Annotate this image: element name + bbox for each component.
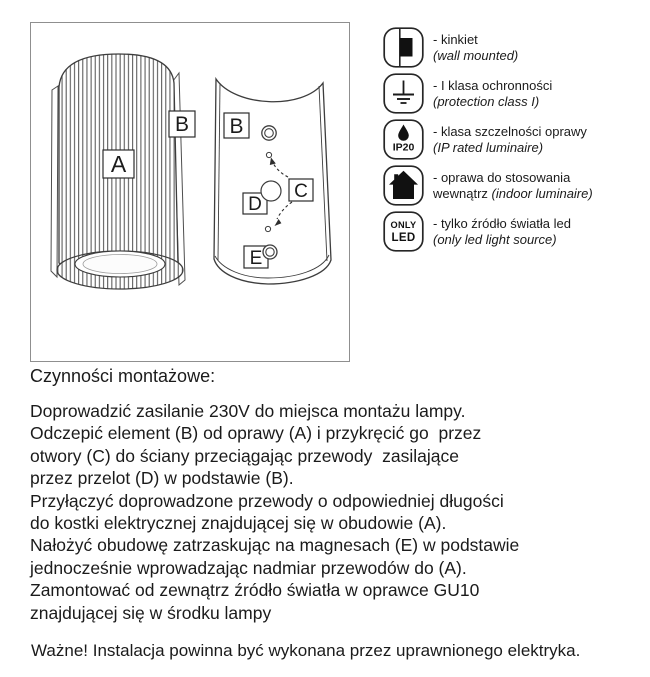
screw-hole-top-inner	[265, 129, 274, 138]
instruction-line: do kostki elektrycznej znajdującej się w obudowie (A).	[30, 513, 447, 534]
wall-mounted-icon	[383, 27, 424, 68]
legend-label-pl: - klasa szczelności oprawy	[433, 123, 587, 139]
legend	[383, 27, 638, 257]
label-c	[289, 179, 313, 202]
ip20-icon	[383, 119, 424, 160]
label-b-housing	[169, 111, 195, 137]
protection-class-icon	[383, 73, 424, 114]
legend-label-en: (wall mounted)	[433, 47, 519, 63]
label-b-base	[224, 113, 249, 138]
lamp-housing-drawing	[51, 54, 195, 289]
legend-item-indoor	[383, 165, 638, 206]
svg-text:B: B	[174, 113, 190, 136]
svg-text:D: D	[248, 194, 262, 215]
legend-label-pl: - oprawa do stosowania	[433, 169, 571, 185]
diagram-frame	[30, 22, 350, 362]
legend-label-en: (only led light source)	[433, 231, 557, 247]
legend-item-protection-class	[383, 73, 638, 114]
legend-item-led-only	[383, 211, 638, 252]
instruction-line: Zamontować od zewnątrz źródło światła w oprawce GU10	[30, 580, 480, 601]
instructions-paragraph	[30, 400, 640, 624]
svg-text:LED: LED	[391, 232, 416, 244]
mounting-base-drawing	[214, 79, 331, 284]
instruction-line: Odczepić element (B) od oprawy (A) i przykręcić go przez	[30, 423, 482, 444]
assembly-instructions	[30, 366, 640, 624]
legend-item-wall-mounted	[383, 27, 638, 68]
svg-text:IP20: IP20	[392, 141, 415, 154]
instruction-line: przez przelot (D) w podstawie (B).	[30, 468, 294, 489]
housing-opening-inner	[83, 255, 157, 274]
instruction-line: jednocześnie wprowadzając nadmiar przewodów do (A).	[30, 557, 467, 578]
lamp-assembly-diagram	[31, 23, 349, 361]
instruction-line: otwory (C) do ściany przeciągając przewody zasilające	[30, 445, 459, 466]
svg-text:C: C	[294, 181, 308, 202]
mount-hole-top	[266, 152, 271, 157]
legend-label-pl: - kinkiet	[433, 31, 478, 47]
mount-hole-bottom	[265, 226, 270, 231]
warning-note: Ważne! Instalacja powinna być wykonana przez uprawnionego elektryka.	[31, 641, 581, 660]
instruction-line: Doprowadzić zasilanie 230V do miejsca montażu lampy.	[30, 401, 466, 421]
svg-text:B: B	[229, 115, 244, 138]
svg-text:ONLY: ONLY	[390, 220, 417, 230]
legend-label-pl: - I klasa ochronności	[433, 77, 553, 93]
instruction-line: Przyłączyć doprowadzone przewody o odpowiedniej długości	[30, 490, 504, 511]
svg-text:A: A	[110, 151, 127, 177]
legend-item-ip-rating	[383, 119, 638, 160]
magnet-bottom-inner	[266, 248, 274, 256]
instruction-line: Nałożyć obudowę zatrzaskując na magnesach (E) w podstawie	[30, 535, 520, 556]
instruction-line: znajdującej się w środku lampy	[30, 602, 272, 623]
legend-label-pl: - tylko źródło światła led	[433, 215, 571, 231]
bracket-edge-left	[51, 86, 58, 277]
legend-label-en: (IP rated luminaire)	[433, 139, 544, 155]
svg-text:E: E	[249, 248, 263, 269]
legend-label-en: (protection class I)	[433, 93, 540, 109]
led-only-icon	[383, 211, 424, 252]
label-a	[103, 150, 134, 178]
cable-passage	[261, 181, 281, 201]
indoor-house-icon	[383, 165, 424, 206]
instructions-heading: Czynności montażowe:	[30, 366, 216, 386]
legend-label-pl2-en: wewnątrz (indoor luminaire)	[433, 185, 593, 201]
